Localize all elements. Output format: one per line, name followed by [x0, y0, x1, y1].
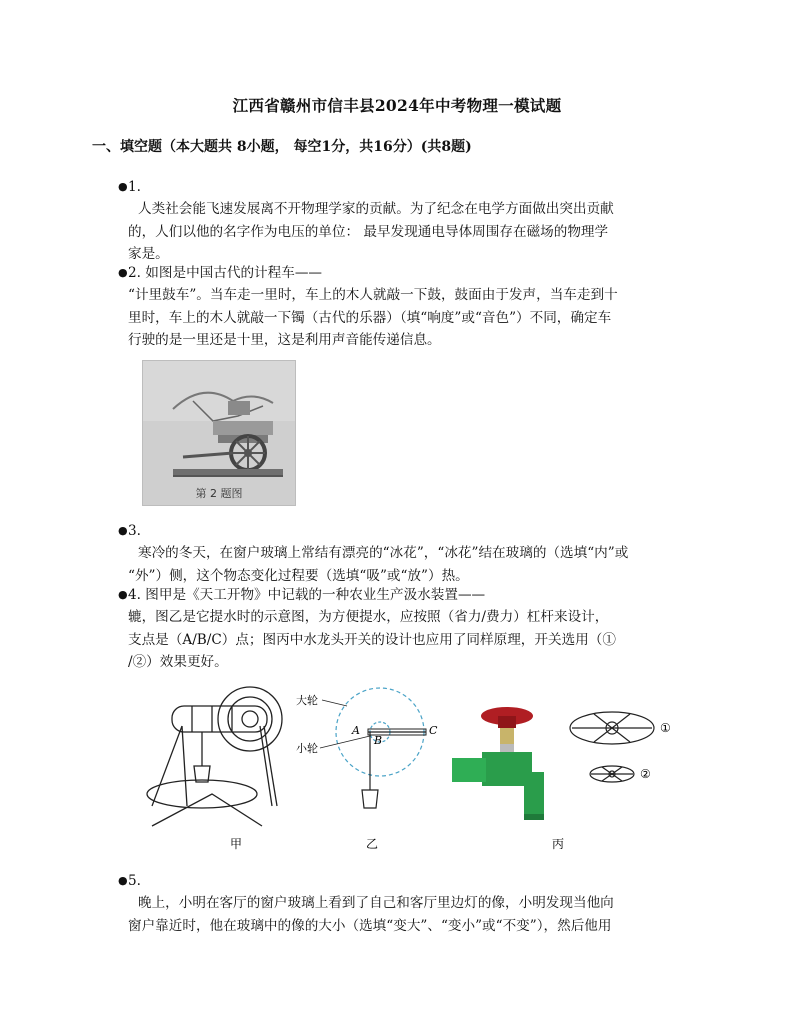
question-text-line: 行驶的是一里还是十里，这是利用声音能传递信息。 — [128, 332, 441, 349]
question-text-line: 的，人们以他的名字作为电压的单位： 最早发现通电导体周围存在磁场的物理学 — [128, 223, 609, 240]
figure-label-bing: 丙 — [552, 837, 565, 851]
bullet-icon: ● — [118, 874, 128, 887]
label-point-c: C — [429, 724, 438, 737]
question-text-line: 窗户靠近时，他在玻璃中的像的大小（选填“变大”、“变小”或“不变”），然后他用 — [128, 917, 612, 934]
question-5 — [118, 870, 708, 937]
handle-option-2 — [590, 766, 634, 782]
figure-label-yi: 乙 — [366, 837, 379, 851]
wheel-axle-figure — [320, 688, 426, 808]
question-2 — [118, 262, 708, 352]
faucet-figure — [452, 707, 544, 820]
figure-label-jia: 甲 — [230, 837, 243, 851]
question-4-figures — [132, 686, 702, 854]
bullet-icon: ● — [118, 524, 128, 537]
label-point-a: A — [352, 724, 360, 737]
question-number: 4. 图甲是《天工开物》中记载的一种农业生产汲水装置—— — [128, 587, 486, 603]
label-option-1: ① — [660, 721, 671, 735]
question-text-line: 里时，车上的木人就敲一下镯（古代的乐器）（填“响度”或“音色”）不同，确定车 — [128, 309, 612, 326]
question-3 — [118, 520, 708, 587]
question-text-line: “计里鼓车”。当车走一里时，车上的木人就敲一下鼓，鼓面由于发声，当车走到十 — [128, 287, 618, 304]
question-text-line: 辘，图乙是它提水时的示意图，为方便提水，应按照（省力/费力）杠杆来设计， — [128, 609, 609, 626]
bullet-icon: ● — [118, 180, 128, 193]
drum-cart-illustration — [143, 361, 295, 505]
bullet-icon: ● — [118, 266, 128, 279]
question-number: 1. — [128, 179, 141, 195]
question-4 — [118, 584, 708, 674]
question-number: 3. — [128, 523, 141, 539]
question-text-line: 家是。 — [128, 246, 169, 263]
question-text-line: 寒冷的冬天，在窗户玻璃上常结有漂亮的“冰花”，“冰花”结在玻璃的（选填“内”或 — [138, 545, 629, 562]
handle-option-1 — [570, 712, 654, 744]
question-text-line: “外”）侧，这个物态变化过程要（选填“吸”或“放”）热。 — [128, 567, 469, 584]
question-number: 2. 如图是中国古代的计程车—— — [128, 265, 323, 281]
windlass-figure — [147, 687, 282, 826]
label-big-wheel: 大轮 — [296, 694, 318, 707]
question-text-line: 人类社会能飞速发展离不开物理学家的贡献。为了纪念在电学方面做出突出贡献 — [138, 201, 614, 218]
question-number: 5. — [128, 873, 141, 889]
section-heading: 一、填空题（本大题共 8小题， 每空1分，共16分）(共8题) — [92, 139, 472, 155]
label-small-wheel: 小轮 — [296, 742, 318, 755]
figure-caption: 第 2 题图 — [195, 487, 243, 500]
windlass-diagrams — [132, 686, 702, 854]
page-title: 江西省赣州市信丰县2024年中考物理一模试题 — [232, 96, 562, 115]
question-text-line: 支点是（A/B/C）点；图丙中水龙头开关的设计也应用了同样原理，开关选用（① — [128, 631, 616, 648]
question-1 — [118, 176, 708, 266]
label-option-2: ② — [640, 767, 651, 781]
drum-cart-photo — [142, 360, 296, 506]
question-text-line: 晚上，小明在客厅的窗户玻璃上看到了自己和客厅里边灯的像，小明发现当他向 — [138, 895, 614, 912]
bullet-icon: ● — [118, 588, 128, 601]
question-text-line: /②）效果更好。 — [128, 654, 228, 671]
label-point-b: B — [374, 734, 383, 747]
